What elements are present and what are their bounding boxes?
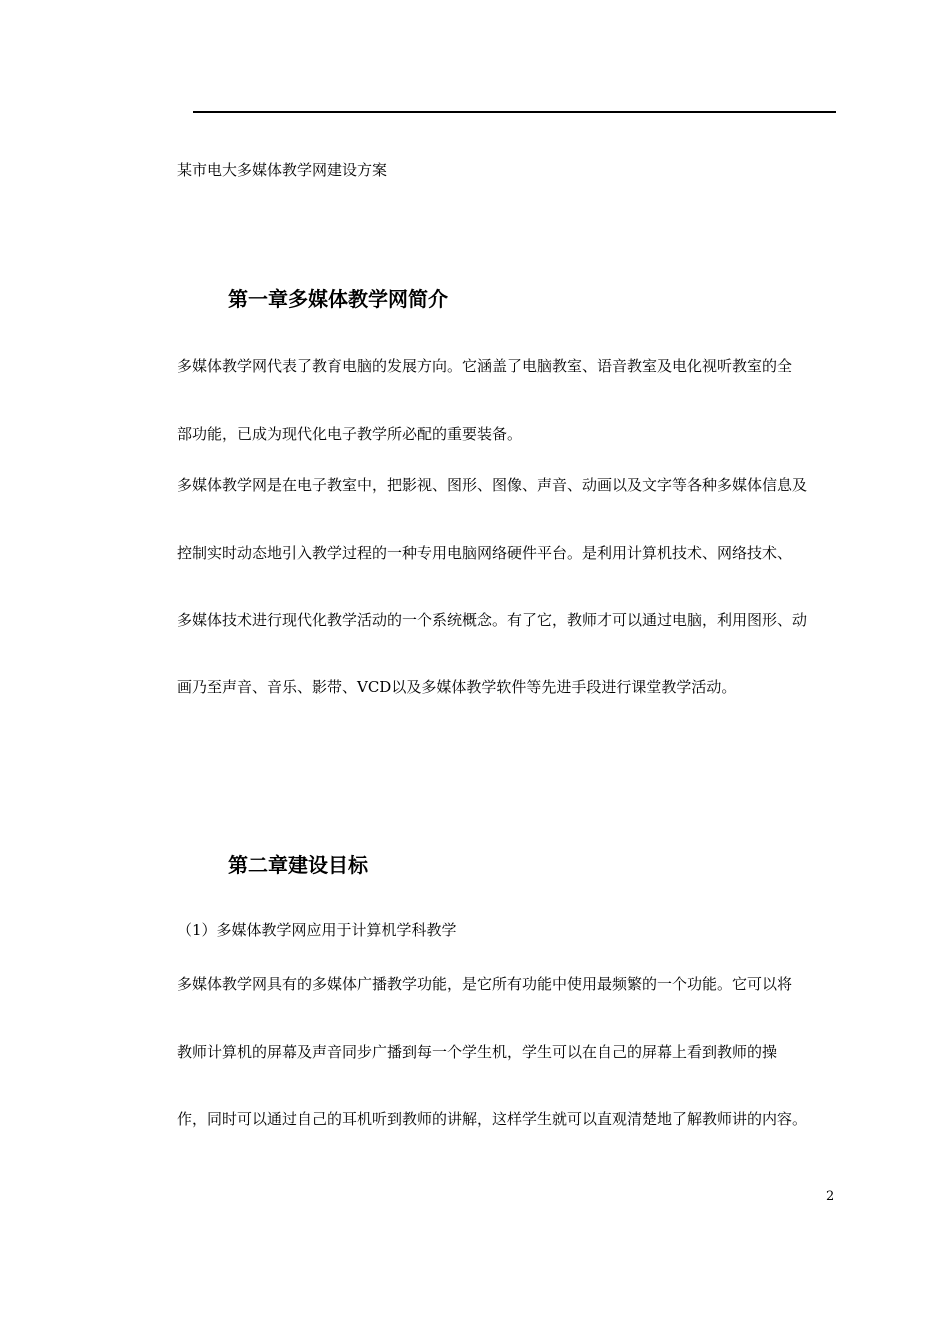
chapter-1-heading: 第一章多媒体教学网简介 [228,287,448,311]
chapter-2-heading: 第二章建设目标 [228,853,368,877]
header-rule [193,111,836,113]
chapter-2-subheading: （1）多媒体教学网应用于计算机学科教学 [177,921,457,939]
paragraph-line: 画乃至声音、音乐、影带、VCD以及多媒体教学软件等先进手段进行课堂教学活动。 [177,678,737,696]
document-title: 某市电大多媒体教学网建设方案 [177,161,388,179]
paragraph-line: 多媒体教学网具有的多媒体广播教学功能，是它所有功能中使用最频繁的一个功能。它可以将 [177,975,793,993]
paragraph-line: 部功能，已成为现代化电子教学所必配的重要装备。 [177,425,523,443]
paragraph-line: 教师计算机的屏幕及声音同步广播到每一个学生机，学生可以在自己的屏幕上看到教师的操 [177,1043,778,1061]
paragraph-line: 多媒体教学网代表了教育电脑的发展方向。它涵盖了电脑教室、语音教室及电化视听教室的全 [177,357,793,375]
paragraph-line: 多媒体教学网是在电子教室中，把影视、图形、图像、声音、动画以及文字等各种多媒体信息及 [177,476,808,494]
paragraph-line: 控制实时动态地引入教学过程的一种专用电脑网络硬件平台。是利用计算机技术、网络技术、 [177,544,793,562]
paragraph-line: 作，同时可以通过自己的耳机听到教师的讲解，这样学生就可以直观清楚地了解教师讲的内容。 [177,1110,808,1128]
page-number: 2 [826,1189,835,1204]
paragraph-line: 多媒体技术进行现代化教学活动的一个系统概念。有了它，教师才可以通过电脑，利用图形、动 [177,611,808,629]
